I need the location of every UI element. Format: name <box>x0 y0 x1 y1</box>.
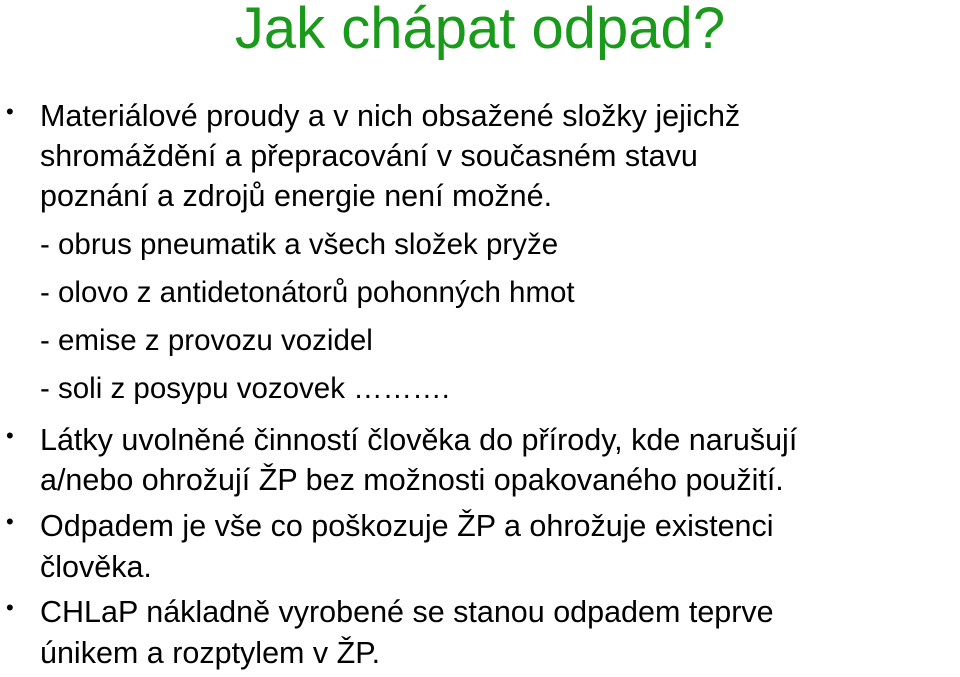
bullet-2-line-2: a/nebo ohrožují ŽP bez možnosti opakovaného použití. <box>40 463 784 497</box>
bullet-3-line-1: Odpadem je vše co poškozuje ŽP a ohrožuje existenci <box>40 509 774 543</box>
bullet-marker: • <box>6 423 14 448</box>
bullet-1-line-2: shromáždění a přepracování v současném stavu <box>40 139 698 173</box>
bullet-3-line-2: člověka. <box>40 550 152 584</box>
bullet-marker: • <box>6 595 14 620</box>
bullet-1-line-3: poznání a zdrojů energie není možné. <box>40 179 553 213</box>
subitem-3: - emise z provozu vozidel <box>40 324 373 357</box>
bullet-1-line-1: Materiálové proudy a v nich obsažené složky jejichž <box>40 99 741 133</box>
subitem-4: - soli z posypu vozovek ………. <box>40 372 450 405</box>
slide-title: Jak chápat odpad? <box>234 0 726 61</box>
bullet-marker: • <box>6 509 14 534</box>
bullet-4-line-1: CHLaP nákladně vyrobené se stanou odpadem teprve <box>40 595 774 629</box>
subitem-1: - obrus pneumatik a všech složek pryže <box>40 228 559 261</box>
bullet-2-line-1: Látky uvolněné činností člověka do přírody, kde narušují <box>40 423 798 457</box>
bullet-marker: • <box>6 99 14 124</box>
subitem-2: - olovo z antidetonátorů pohonných hmot <box>40 276 575 309</box>
bullet-4-line-2: únikem a rozptylem v ŽP. <box>40 636 381 670</box>
